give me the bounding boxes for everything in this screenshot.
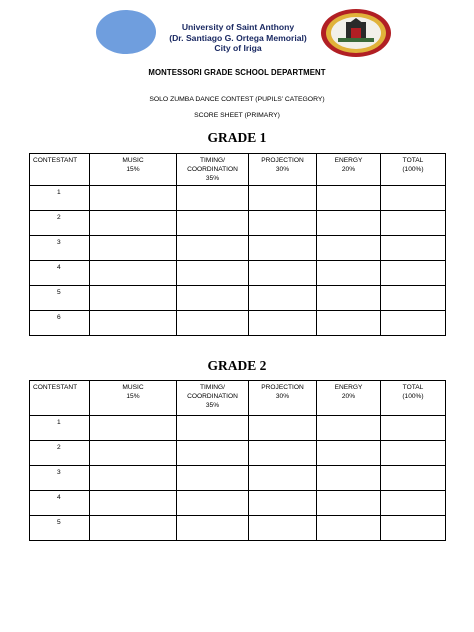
score-cell-music[interactable] bbox=[90, 491, 177, 516]
contestant-number: 6 bbox=[30, 311, 90, 336]
col-music: MUSIC 15% bbox=[90, 381, 177, 416]
table-row bbox=[30, 211, 446, 236]
score-cell-energy[interactable] bbox=[317, 236, 381, 261]
col-total: TOTAL (100%) bbox=[381, 154, 446, 186]
score-cell-projection[interactable] bbox=[249, 416, 317, 441]
score-cell-energy[interactable] bbox=[317, 286, 381, 311]
col-projection: PROJECTION 30% bbox=[249, 154, 317, 186]
score-cell-total[interactable] bbox=[381, 416, 446, 441]
contest-title: SOLO ZUMBA DANCE CONTEST (PUPILS’ CATEGORY) bbox=[149, 96, 325, 103]
table-row bbox=[30, 491, 446, 516]
score-cell-music[interactable] bbox=[90, 211, 177, 236]
score-cell-music[interactable] bbox=[90, 516, 177, 541]
score-cell-projection[interactable] bbox=[249, 186, 317, 211]
table-header-row bbox=[30, 154, 446, 186]
score-cell-total[interactable] bbox=[381, 211, 446, 236]
table-row bbox=[30, 286, 446, 311]
score-cell-energy[interactable] bbox=[317, 311, 381, 336]
score-cell-energy[interactable] bbox=[317, 211, 381, 236]
col-contestant: CONTESTANT bbox=[30, 154, 90, 186]
score-cell-total[interactable] bbox=[381, 286, 446, 311]
grade2-score-table bbox=[29, 380, 446, 541]
contestant-number: 2 bbox=[30, 211, 90, 236]
score-cell-energy[interactable] bbox=[317, 416, 381, 441]
university-header bbox=[150, 22, 326, 54]
score-cell-total[interactable] bbox=[381, 466, 446, 491]
score-cell-projection[interactable] bbox=[249, 211, 317, 236]
col-music: MUSIC 15% bbox=[90, 154, 177, 186]
score-cell-total[interactable] bbox=[381, 516, 446, 541]
university-city: City of Iriga bbox=[214, 43, 262, 53]
contestant-number: 4 bbox=[30, 261, 90, 286]
score-cell-music[interactable] bbox=[90, 286, 177, 311]
score-cell-timing[interactable] bbox=[177, 261, 249, 286]
table-row bbox=[30, 466, 446, 491]
score-cell-timing[interactable] bbox=[177, 211, 249, 236]
score-cell-timing[interactable] bbox=[177, 416, 249, 441]
contestant-number: 4 bbox=[30, 491, 90, 516]
contestant-number: 1 bbox=[30, 186, 90, 211]
col-total: TOTAL (100%) bbox=[381, 381, 446, 416]
score-cell-total[interactable] bbox=[381, 261, 446, 286]
score-cell-total[interactable] bbox=[381, 441, 446, 466]
score-cell-total[interactable] bbox=[381, 491, 446, 516]
score-cell-timing[interactable] bbox=[177, 466, 249, 491]
score-sheet-title: SCORE SHEET (PRIMARY) bbox=[194, 112, 280, 119]
grade2-title: GRADE 2 bbox=[207, 358, 267, 373]
score-cell-energy[interactable] bbox=[317, 261, 381, 286]
score-cell-total[interactable] bbox=[381, 236, 446, 261]
contestant-number: 1 bbox=[30, 416, 90, 441]
score-cell-projection[interactable] bbox=[249, 236, 317, 261]
university-memorial: (Dr. Santiago G. Ortega Memorial) bbox=[169, 32, 307, 43]
contestant-number: 5 bbox=[30, 516, 90, 541]
table-header-row bbox=[30, 381, 446, 416]
col-projection: PROJECTION 30% bbox=[249, 381, 317, 416]
score-cell-projection[interactable] bbox=[249, 286, 317, 311]
score-cell-timing[interactable] bbox=[177, 286, 249, 311]
score-cell-projection[interactable] bbox=[249, 261, 317, 286]
score-cell-projection[interactable] bbox=[249, 516, 317, 541]
col-timing-coordination: TIMING/ COORDINATION 35% bbox=[177, 381, 249, 416]
score-cell-projection[interactable] bbox=[249, 441, 317, 466]
score-cell-timing[interactable] bbox=[177, 186, 249, 211]
score-cell-timing[interactable] bbox=[177, 236, 249, 261]
table-row bbox=[30, 441, 446, 466]
table-row bbox=[30, 261, 446, 286]
table-row bbox=[30, 416, 446, 441]
score-cell-timing[interactable] bbox=[177, 311, 249, 336]
score-cell-total[interactable] bbox=[381, 311, 446, 336]
col-timing-coordination: TIMING/ COORDINATION 35% bbox=[177, 154, 249, 186]
score-cell-energy[interactable] bbox=[317, 516, 381, 541]
table-row bbox=[30, 311, 446, 336]
contestant-number: 3 bbox=[30, 466, 90, 491]
score-cell-music[interactable] bbox=[90, 441, 177, 466]
score-cell-music[interactable] bbox=[90, 416, 177, 441]
blue-oval-shape bbox=[96, 10, 156, 54]
col-contestant: CONTESTANT bbox=[30, 381, 90, 416]
department-title: MONTESSORI GRADE SCHOOL DEPARTMENT bbox=[148, 68, 326, 77]
grade1-title: GRADE 1 bbox=[207, 130, 267, 145]
col-energy: ENERGY 20% bbox=[317, 381, 381, 416]
university-name: University of Saint Anthony bbox=[181, 22, 295, 32]
table-row bbox=[30, 186, 446, 211]
score-cell-energy[interactable] bbox=[317, 441, 381, 466]
score-cell-timing[interactable] bbox=[177, 516, 249, 541]
table-row bbox=[30, 236, 446, 261]
score-cell-projection[interactable] bbox=[249, 311, 317, 336]
score-cell-projection[interactable] bbox=[249, 466, 317, 491]
contestant-number: 3 bbox=[30, 236, 90, 261]
score-cell-energy[interactable] bbox=[317, 186, 381, 211]
col-energy: ENERGY 20% bbox=[317, 154, 381, 186]
contestant-number: 5 bbox=[30, 286, 90, 311]
score-cell-music[interactable] bbox=[90, 466, 177, 491]
score-cell-energy[interactable] bbox=[317, 466, 381, 491]
score-cell-projection[interactable] bbox=[249, 491, 317, 516]
score-cell-timing[interactable] bbox=[177, 441, 249, 466]
score-cell-music[interactable] bbox=[90, 261, 177, 286]
contestant-number: 2 bbox=[30, 441, 90, 466]
grade1-score-table bbox=[29, 153, 446, 336]
score-cell-music[interactable] bbox=[90, 186, 177, 211]
score-cell-timing[interactable] bbox=[177, 491, 249, 516]
university-seal-logo bbox=[320, 8, 392, 58]
score-cell-energy[interactable] bbox=[317, 491, 381, 516]
score-cell-music[interactable] bbox=[90, 311, 177, 336]
table-row bbox=[30, 516, 446, 541]
score-cell-total[interactable] bbox=[381, 186, 446, 211]
score-cell-music[interactable] bbox=[90, 236, 177, 261]
